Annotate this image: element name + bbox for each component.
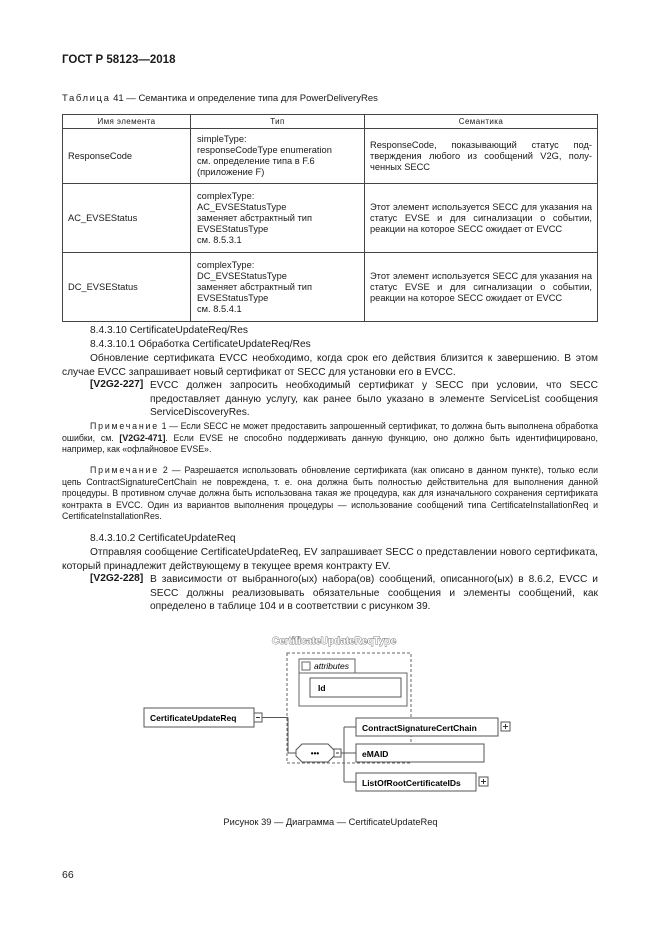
column-header-type: Тип — [191, 115, 365, 129]
type-line: (приложение F) — [197, 167, 265, 177]
note-text: 1 — Если SECC не может предоставить запрошенный сертификат, то должна быть выполнена обработка ошибки, см. — [62, 421, 598, 443]
figure-caption: Рисунок 39 — Диаграмма — CertificateUpdateReq — [223, 817, 438, 827]
type-line: заменяет абстрактный тип — [197, 281, 313, 292]
type-line: complexType: — [197, 190, 255, 201]
cell-name: DC_EVSEStatus — [63, 253, 191, 322]
column-header-semantics: Семантика — [365, 115, 598, 129]
note-label: Примечание — [90, 421, 159, 431]
attributes-icon — [302, 662, 310, 670]
paragraph: Обновление сертификата EVCC необходимо, когда срок его действия близится к завершению. В этом случае EVCC запрашивает новый сертификат от SECC для установки его в EVCC. — [62, 353, 598, 378]
type-line: AC_EVSEStatusType — [197, 201, 287, 212]
document-header: ГОСТ Р 58123—2018 — [62, 54, 176, 66]
note-label: Примечание — [90, 465, 159, 475]
page-number: 66 — [62, 869, 74, 881]
type-line: см. определение типа в F.6 — [197, 156, 315, 166]
type-line: DC_EVSEStatusType — [197, 270, 287, 281]
requirement-text: EVCC должен запросить необходимый сертификат у SECC при условии, что SECC предоставляет данную услугу, как ранее было указано в элементе ServiceList сообщения ServiceDiscoveryRes. — [150, 380, 598, 418]
type-line: complexType: — [197, 259, 255, 270]
table-caption-label: Таблица — [62, 93, 111, 104]
paragraph: Отправляя сообщение CertificateUpdateReq, EV запрашивает SECC о представлении нового сертификата, который принадлежит действующему в текущее время контракту EV. — [62, 547, 598, 572]
type-line: EVSEStatusType — [197, 292, 269, 303]
type-line: simpleType: — [197, 134, 247, 144]
cell-name: ResponseCode — [63, 129, 191, 184]
type-line: EVSEStatusType — [197, 223, 269, 234]
attributes-label: attributes — [314, 661, 349, 671]
cell-semantics: Этот элемент используется SECC для указания на статус EVSE и для сигнализации о событии, реакции на которое SECC ожидает от EVCC — [365, 184, 598, 253]
column-header-name: Имя элемента — [63, 115, 191, 129]
section-heading: 8.4.3.10 CertificateUpdateReq/Res — [90, 325, 248, 336]
child-element: ListOfRootCertificateIDs — [362, 778, 461, 788]
cell-name: AC_EVSEStatus — [63, 184, 191, 253]
requirement-text: В зависимости от выбранного(ых) набора(ов) сообщений, описанного(ых) в 8.6.2, EVCC и SECC должны реализовывать обязательные сообщения и элементы сообщений, как определено в таблице 104 и в соответствии с рисунком 39. — [150, 574, 598, 612]
child-element: ContractSignatureCertChain — [362, 723, 477, 733]
type-line: см. 8.5.3.1 — [197, 234, 242, 245]
section-heading: 8.4.3.10.2 CertificateUpdateReq — [90, 533, 236, 544]
attribute-id: Id — [318, 683, 326, 693]
note-text: . Если EVSE не способно поддерживать данную функцию, оно должно быть идентифицировано, например, как «офлайновое EVSE». — [62, 432, 598, 455]
requirement-id: [V2G2-228] — [90, 573, 144, 584]
sequence-symbol: ••• — [310, 749, 320, 758]
requirement-id: [V2G2-227] — [90, 379, 144, 390]
type-line: заменяет абстрактный тип — [197, 212, 313, 223]
section-heading: 8.4.3.10.1 Обработка CertificateUpdateReq/Res — [90, 339, 311, 350]
note-reference: [V2G2-471] — [119, 432, 166, 443]
table-caption-text: 41 — Семантика и определение типа для PowerDeliveryRes — [110, 93, 378, 104]
child-element: eMAID — [362, 749, 389, 759]
note-text: 2 — Разрешается использовать обновление сертификата (как описано в данном пункте), только если цепь ContractSignatureCertChain не повреждена, т. е. она должна быть полностью действительна для выполнения данной процедуры. В противном случае должна быть использована такая же процедура, как для изначального сохранения сертификата контракта в EVCC. Один из вариантов выполнения процедуры — использование сообщений типа CertificateInstallationReq и CertificateInstallationRes. — [62, 465, 598, 522]
type-line: responseCodeType enumeration — [197, 145, 332, 155]
type-line: см. 8.5.4.1 — [197, 303, 242, 314]
cell-semantics: ResponseCode, показывающий статус подтверждения любого из сообщений V2G, полученных SECC — [365, 129, 598, 184]
cell-semantics: Этот элемент используется SECC для указания на статус EVSE и для сигнализации о событии, реакции на которое SECC ожидает от EVCC — [365, 253, 598, 322]
root-element: CertificateUpdateReq — [150, 713, 237, 723]
type-name-label: CertificateUpdateReqType — [271, 636, 397, 647]
